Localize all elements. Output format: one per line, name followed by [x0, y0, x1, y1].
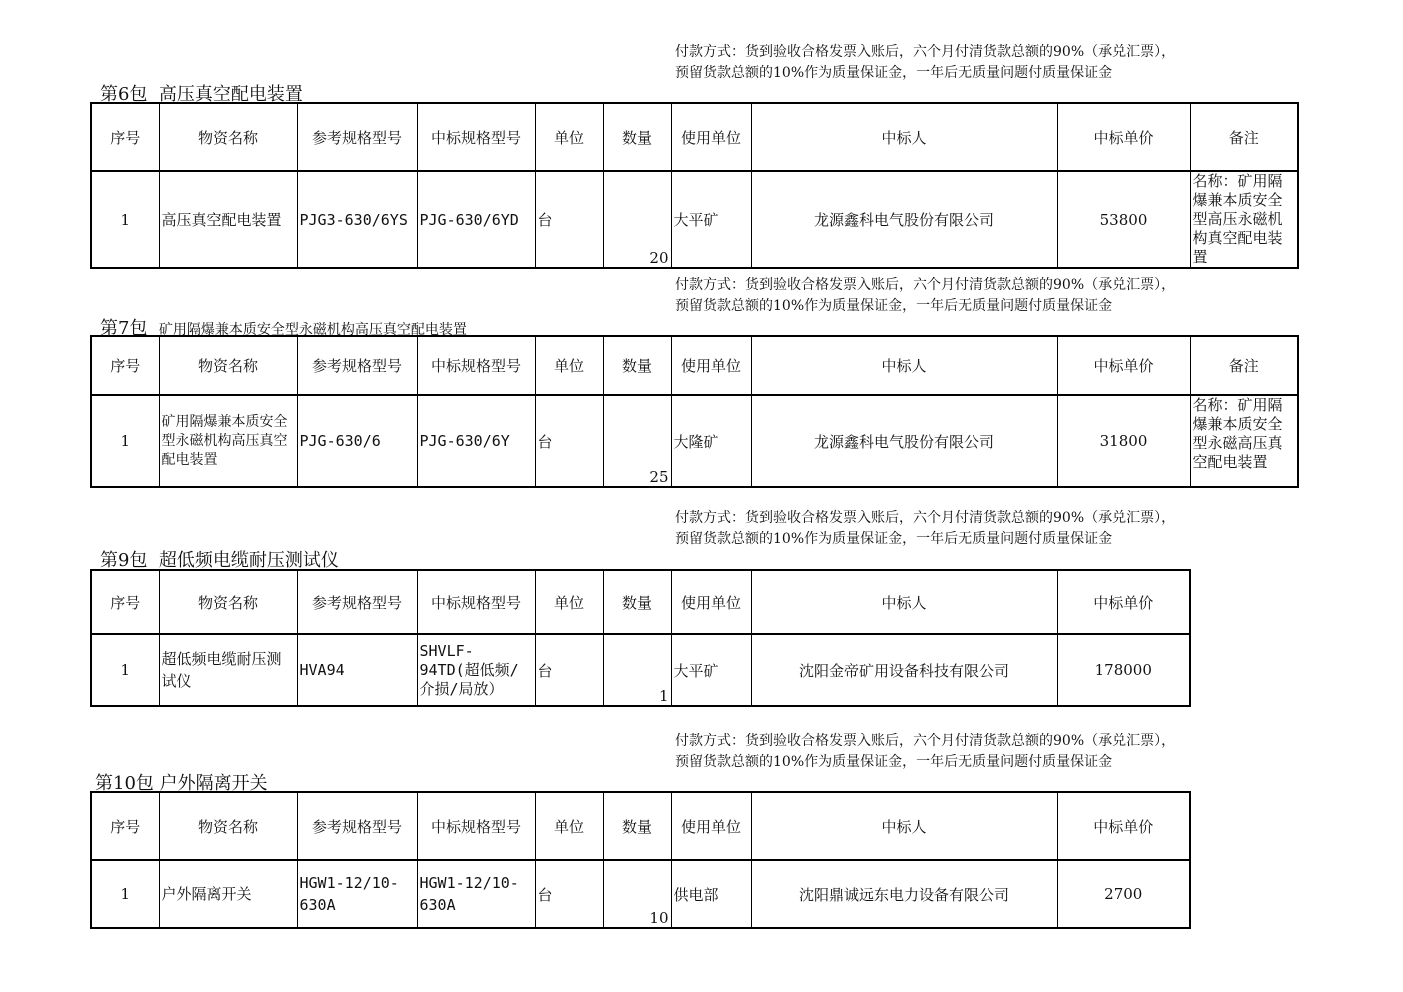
cell-bid-model: HGW1-12/10-630A [417, 860, 535, 928]
header-name: 物资名称 [159, 103, 297, 171]
header-bid-model: 中标规格型号 [417, 792, 535, 860]
table-row [91, 395, 1298, 487]
header-ref-model: 参考规格型号 [297, 103, 417, 171]
cell-user-unit: 大隆矿 [671, 395, 751, 487]
payment-terms: 付款方式：货到验收合格发票入账后，六个月付清货款总额的90%（承兑汇票），预留货款总额的10%作为质量保证金，一年后无质量问题付质量保证金 [675, 510, 1176, 547]
package-table [90, 791, 1191, 929]
header-note: 备注 [1190, 103, 1298, 171]
header-ref-model: 参考规格型号 [297, 792, 417, 860]
header-seq: 序号 [91, 792, 159, 860]
header-price: 中标单价 [1057, 336, 1190, 395]
cell-seq: 1 [91, 395, 159, 487]
cell-winner: 龙源鑫科电气股份有限公司 [751, 395, 1057, 487]
cell-seq: 1 [91, 634, 159, 706]
header-price: 中标单价 [1057, 792, 1190, 860]
header-ref-model: 参考规格型号 [297, 570, 417, 634]
table-header-row [91, 103, 1298, 171]
header-qty: 数量 [603, 792, 671, 860]
header-unit: 单位 [535, 570, 603, 634]
package-name: 户外隔离开关 [159, 773, 268, 794]
package-name: 矿用隔爆兼本质安全型永磁机构高压真空配电装置 [158, 322, 467, 338]
cell-note: 名称：矿用隔爆兼本质安全型永磁高压真空配电装置 [1190, 395, 1298, 487]
header-price: 中标单价 [1057, 570, 1190, 634]
cell-name: 高压真空配电装置 [159, 171, 297, 268]
cell-bid-model: PJG-630/6Y [417, 395, 535, 487]
cell-name: 户外隔离开关 [159, 860, 297, 928]
cell-qty: 20 [603, 171, 671, 268]
cell-price: 31800 [1057, 395, 1190, 487]
cell-user-unit: 大平矿 [671, 634, 751, 706]
package-table [90, 102, 1299, 269]
header-price: 中标单价 [1057, 103, 1190, 171]
header-qty: 数量 [603, 570, 671, 634]
cell-winner: 龙源鑫科电气股份有限公司 [751, 171, 1057, 268]
cell-ref-model: HVA94 [297, 634, 417, 706]
header-winner: 中标人 [751, 570, 1057, 634]
header-user-unit: 使用单位 [671, 336, 751, 395]
package-label: 第10包 [95, 773, 154, 794]
header-bid-model: 中标规格型号 [417, 336, 535, 395]
cell-bid-model: SHVLF-94TD(超低频/介损/局放） [417, 634, 535, 706]
cell-seq: 1 [91, 860, 159, 928]
table-row [91, 171, 1298, 268]
cell-price: 2700 [1057, 860, 1190, 928]
cell-price: 178000 [1057, 634, 1190, 706]
cell-ref-model: PJG3-630/6YS [297, 171, 417, 268]
cell-qty: 25 [603, 395, 671, 487]
header-unit: 单位 [535, 336, 603, 395]
header-user-unit: 使用单位 [671, 570, 751, 634]
header-seq: 序号 [91, 103, 159, 171]
cell-unit: 台 [535, 395, 603, 487]
cell-unit: 台 [535, 634, 603, 706]
cell-name: 超低频电缆耐压测试仪 [159, 634, 297, 706]
cell-qty: 1 [603, 634, 671, 706]
header-ref-model: 参考规格型号 [297, 336, 417, 395]
cell-winner: 沈阳鼎诚远东电力设备有限公司 [751, 860, 1057, 928]
header-qty: 数量 [603, 103, 671, 171]
header-winner: 中标人 [751, 103, 1057, 171]
header-qty: 数量 [603, 336, 671, 395]
table-header-row [91, 336, 1298, 395]
cell-user-unit: 供电部 [671, 860, 751, 928]
header-winner: 中标人 [751, 792, 1057, 860]
header-bid-model: 中标规格型号 [417, 103, 535, 171]
cell-ref-model: PJG-630/6 [297, 395, 417, 487]
cell-seq: 1 [91, 171, 159, 268]
table-header-row [91, 570, 1190, 634]
header-seq: 序号 [91, 570, 159, 634]
header-unit: 单位 [535, 103, 603, 171]
package-table [90, 335, 1299, 488]
table-header-row [91, 792, 1190, 860]
cell-ref-model: HGW1-12/10-630A [297, 860, 417, 928]
package-label: 第6包 [100, 84, 148, 105]
cell-winner: 沈阳金帝矿用设备科技有限公司 [751, 634, 1057, 706]
package-table [90, 569, 1191, 707]
cell-name: 矿用隔爆兼本质安全型永磁机构高压真空配电装置 [159, 395, 297, 487]
header-name: 物资名称 [159, 336, 297, 395]
package-name: 高压真空配电装置 [158, 84, 303, 105]
header-unit: 单位 [535, 792, 603, 860]
header-name: 物资名称 [159, 792, 297, 860]
cell-price: 53800 [1057, 171, 1190, 268]
package-label: 第9包 [100, 550, 148, 571]
package-name: 超低频电缆耐压测试仪 [158, 550, 339, 571]
payment-terms: 付款方式：货到验收合格发票入账后，六个月付清货款总额的90%（承兑汇票），预留货款总额的10%作为质量保证金，一年后无质量问题付质量保证金 [675, 277, 1176, 314]
package-label: 第7包 [100, 318, 148, 339]
cell-user-unit: 大平矿 [671, 171, 751, 268]
cell-bid-model: PJG-630/6YD [417, 171, 535, 268]
payment-terms: 付款方式：货到验收合格发票入账后，六个月付清货款总额的90%（承兑汇票），预留货款总额的10%作为质量保证金，一年后无质量问题付质量保证金 [675, 733, 1176, 770]
header-name: 物资名称 [159, 570, 297, 634]
cell-qty: 10 [603, 860, 671, 928]
table-row [91, 860, 1190, 928]
header-seq: 序号 [91, 336, 159, 395]
header-bid-model: 中标规格型号 [417, 570, 535, 634]
header-winner: 中标人 [751, 336, 1057, 395]
payment-terms: 付款方式：货到验收合格发票入账后，六个月付清货款总额的90%（承兑汇票），预留货款总额的10%作为质量保证金，一年后无质量问题付质量保证金 [675, 44, 1176, 81]
cell-unit: 台 [535, 860, 603, 928]
cell-unit: 台 [535, 171, 603, 268]
cell-note: 名称：矿用隔爆兼本质安全型高压永磁机构真空配电装置 [1190, 171, 1298, 268]
table-row [91, 634, 1190, 706]
header-note: 备注 [1190, 336, 1298, 395]
header-user-unit: 使用单位 [671, 103, 751, 171]
header-user-unit: 使用单位 [671, 792, 751, 860]
